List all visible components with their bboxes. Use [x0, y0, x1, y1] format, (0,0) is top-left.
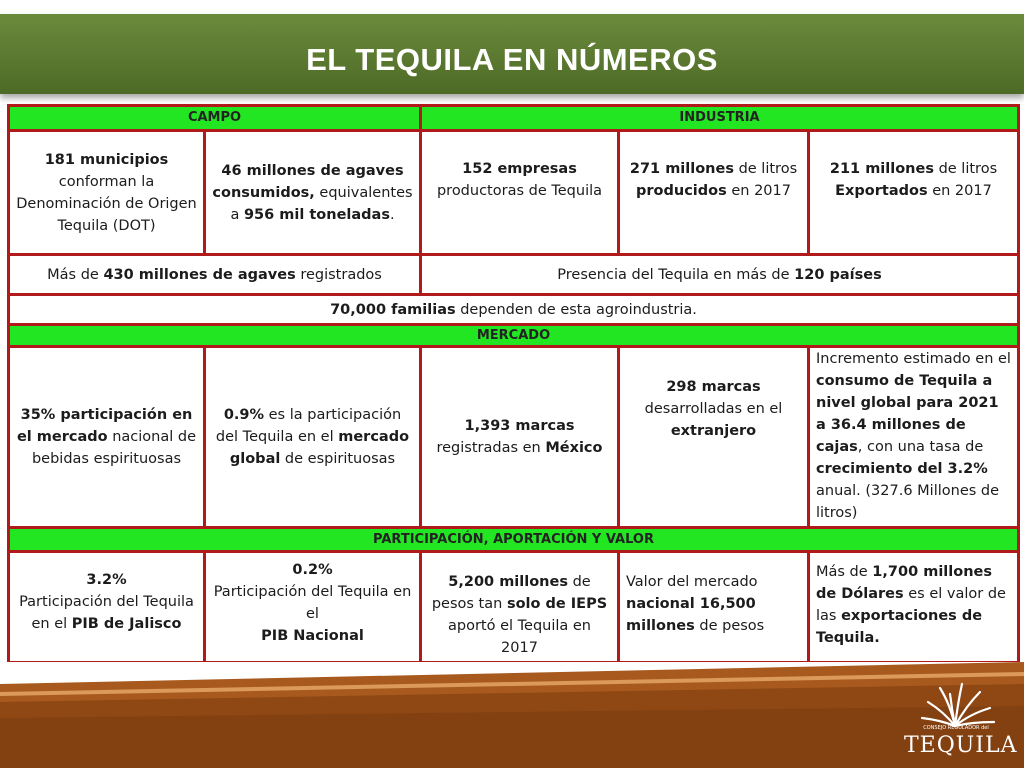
valor-3-text-1: de pesos tan	[431, 574, 591, 612]
producidos-bold-2: producidos	[636, 183, 727, 199]
mercado-2-bold-2: mercado global	[229, 429, 410, 467]
exportados-bold-1: 211 millones	[829, 161, 934, 177]
mercado-3-text: registradas en	[436, 440, 546, 456]
valor-5-text-2: es el valor de las	[816, 586, 1006, 624]
cell-litros-producidos	[619, 131, 809, 255]
mercado-1-bold: 35% participación en el mercado	[16, 407, 193, 445]
exportados-bold-2: Exportados	[835, 183, 928, 199]
mercado-4-bold-2: extranjero	[670, 423, 757, 439]
mercado-1-text: nacional de bebidas espirituosas	[31, 429, 197, 467]
cell-exportaciones	[809, 552, 1019, 663]
header-mercado: MERCADO	[9, 325, 1019, 347]
exportados-text-2: en 2017	[927, 183, 992, 199]
familias-text: dependen de esta agroindustria.	[455, 301, 697, 318]
cell-agaves-consumidos	[205, 131, 421, 255]
agaves-bold: 46 millones de agaves consumidos,	[212, 162, 404, 201]
cell-empresas	[421, 131, 619, 255]
valor-3-bold-2: solo de IEPS	[506, 596, 608, 612]
valor-2-bold-2: PIB Nacional	[261, 628, 364, 644]
registrados-text-2: registrados	[295, 266, 382, 283]
header-participacion: PARTICIPACIÓN, APORTACIÓN Y VALOR	[9, 528, 1019, 552]
mercado-4-bold-1: 298 marcas	[666, 379, 761, 395]
valor-1-bold-2: PIB de Jalisco	[71, 616, 182, 632]
cell-ieps	[421, 552, 619, 663]
mercado-5-text-3: anual. (327.6 Millones de litros)	[816, 483, 1000, 521]
cell-litros-exportados	[809, 131, 1019, 255]
cell-marcas-mexico	[421, 347, 619, 528]
cell-presencia-paises	[421, 255, 1019, 295]
cell-agaves-registrados	[9, 255, 421, 295]
valor-2-bold-1: 0.2%	[292, 562, 333, 578]
mercado-2-bold-1: 0.9%	[223, 407, 265, 423]
valor-4-bold: nacional 16,500 millones	[626, 596, 756, 634]
mercado-5-bold-2: crecimiento del 3.2%	[816, 461, 988, 477]
mercado-2-text-2: de espirituosas	[280, 451, 396, 467]
logo-subtitle: CONSEJO REGULADOR del	[923, 725, 989, 731]
header-industria: INDUSTRIA	[421, 106, 1019, 131]
cell-familias	[9, 295, 1019, 325]
valor-5-text-1: Más de	[816, 564, 873, 580]
exportados-text-1: de litros	[933, 161, 998, 177]
producidos-text-2: en 2017	[726, 183, 791, 199]
valor-5-bold-2: exportaciones de Tequila.	[816, 608, 983, 646]
producidos-bold-1: 271 millones	[629, 161, 734, 177]
valor-3-text-2: aportó el Tequila en 2017	[447, 618, 592, 656]
valor-1-bold-1: 3.2%	[86, 572, 127, 588]
registrados-text-1: Más de	[47, 266, 104, 283]
numbers-table	[7, 104, 1020, 664]
empresas-bold: 152 empresas	[462, 161, 577, 177]
empresas-text: productoras de Tequila	[436, 183, 603, 199]
cell-pib-nacional	[205, 552, 421, 663]
mercado-5-text-2: , con una tasa de	[857, 439, 984, 455]
valor-2-text: Participación del Tequila en el	[213, 584, 412, 622]
mercado-3-bold-2: México	[545, 440, 603, 456]
cell-mercado-nacional	[619, 552, 809, 663]
registrados-bold: 430 millones de agaves	[103, 266, 296, 283]
mercado-4-text: desarrolladas en el	[644, 401, 783, 417]
valor-4-text-2: de pesos	[694, 618, 765, 634]
municipios-text: conforman la Denominación de Origen Tequila (DOT)	[16, 173, 197, 234]
valor-3-bold-1: 5,200 millones	[448, 574, 568, 590]
cell-mercado-global	[205, 347, 421, 528]
mercado-3-bold-1: 1,393 marcas	[464, 418, 575, 434]
agaves-text: equivalentes a	[230, 184, 413, 223]
mercado-2-text-1: es la participación del Tequila en el	[215, 407, 402, 445]
slide-title: EL TEQUILA EN NÚMEROS	[306, 42, 718, 77]
agaves-end: .	[389, 206, 395, 223]
producidos-text-1: de litros	[733, 161, 798, 177]
valor-5-bold-1: 1,700 millones de Dólares	[816, 564, 992, 602]
presencia-text: Presencia del Tequila en más de	[557, 266, 795, 283]
header-campo: CAMPO	[9, 106, 421, 131]
municipios-bold: 181 municipios	[44, 151, 169, 168]
cell-municipios	[9, 131, 205, 255]
valor-4-text-1: Valor del mercado	[626, 574, 758, 590]
mercado-5-text-1: Incremento estimado en el	[816, 351, 1011, 367]
cell-incremento-consumo	[809, 347, 1019, 528]
cell-participacion-nacional	[9, 347, 205, 528]
bottom-decorative-band	[0, 662, 1024, 768]
valor-1-text: Participación del Tequila en el	[19, 594, 194, 632]
cell-pib-jalisco	[9, 552, 205, 663]
cell-marcas-extranjero	[619, 347, 809, 528]
logo-wordmark: TEQUILA	[904, 733, 1018, 758]
title-bar	[0, 14, 1024, 94]
toneladas-bold: 956 mil toneladas	[243, 206, 390, 223]
presencia-bold: 120 países	[794, 266, 882, 283]
familias-bold: 70,000 familias	[330, 301, 456, 318]
mercado-5-bold-1: consumo de Tequila a nivel global para 2021 a 36.4 millones de cajas	[816, 373, 999, 455]
